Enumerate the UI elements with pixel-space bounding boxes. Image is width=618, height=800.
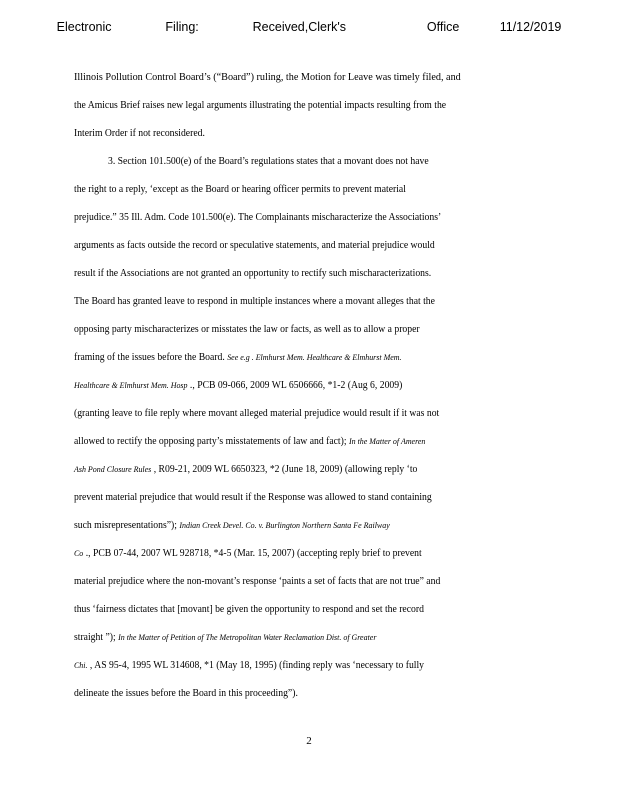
line-17-text: such misrepresentations”); [74,520,177,531]
line-21-text: straight ”); [74,632,116,643]
filing-header: Electronic Filing: Received,Clerk's Office 11/12/2019 [56,20,562,34]
line-12-text: ., PCB 09-066, 2009 WL 6506666, *1-2 (Aug 6, 2009) [187,380,403,391]
line-22-text: , AS 95-4, 1995 WL 314608, *1 (May 18, 1995) (finding reply was ‘necessary to fully [87,660,425,671]
body-line-19: material prejudice where the non-movant’s response ‘paints a set of facts that are not true” and [74,576,441,587]
line-12-citation: Healthcare & Elmhurst Mem. Hosp [74,381,188,390]
body-line-13: (granting leave to file reply where movant alleged material prejudice would result if it was not [74,408,440,419]
body-line-4: 3. Section 101.500(e) of the Board’s regulations states that a movant does not have [108,156,429,167]
line-18-citation: Co [74,549,84,558]
body-line-1: Illinois Pollution Control Board’s (“Board”) ruling, the Motion for Leave was timely filed, and [74,72,461,83]
body-line-10: opposing party mischaracterizes or misstates the law or facts, as well as to allow a proper [74,324,420,335]
line-14-citation: In the Matter of Ameren [348,437,426,446]
line-21-citation: In the Matter of Petition of The Metropolitan Water Reclamation Dist. of Greater [118,633,377,642]
body-line-6: prejudice.” 35 Ill. Adm. Code 101.500(e). The Complainants mischaracterize the Associations’ [74,212,442,223]
body-line-8: result if the Associations are not granted an opportunity to rectify such mischaracterizations. [74,268,432,279]
body-line-9: The Board has granted leave to respond in multiple instances where a movant alleges that the [74,296,435,307]
body-line-7: arguments as facts outside the record or speculative statements, and material prejudice would [74,240,435,251]
page-number: 2 [306,735,312,747]
line-11-citation: See e.g . Elmhurst Mem. Healthcare & Elmhurst Mem. [227,353,402,362]
body-line-20: thus ‘fairness dictates that [movant] be given the opportunity to respond and set the record [74,604,424,615]
body-line-22 [74,660,424,671]
body-line-14 [74,436,425,447]
body-line-12 [74,380,402,391]
body-line-21 [74,632,376,643]
body-line-11 [74,352,401,363]
line-14-text: allowed to rectify the opposing party’s misstatements of law and fact); [74,436,347,447]
line-22-citation: Chi. [74,661,88,670]
body-line-16: prevent material prejudice that would result if the Response was allowed to stand containing [74,492,432,503]
body-line-3: Interim Order if not reconsidered. [74,128,205,139]
line-11-text: framing of the issues before the Board. [74,352,225,363]
body-line-23: delineate the issues before the Board in this proceeding”). [74,688,298,699]
body-line-15 [74,464,417,475]
body-line-5: the right to a reply, ‘except as the Board or hearing officer permits to prevent material [74,184,406,195]
line-15-citation: Ash Pond Closure Rules [74,465,152,474]
line-18-text: ., PCB 07-44, 2007 WL 928718, *4-5 (Mar. 15, 2007) (accepting reply brief to prevent [83,548,422,559]
body-line-17 [74,520,390,531]
line-15-text: , R09-21, 2009 WL 6650323, *2 (June 18, 2009) (allowing reply ‘to [151,464,418,475]
line-17-citation: Indian Creek Devel. Co. v. Burlington Northern Santa Fe Railway [179,521,390,530]
body-line-2: the Amicus Brief raises new legal arguments illustrating the potential impacts resulting from the [74,100,447,111]
body-line-18 [74,548,422,559]
